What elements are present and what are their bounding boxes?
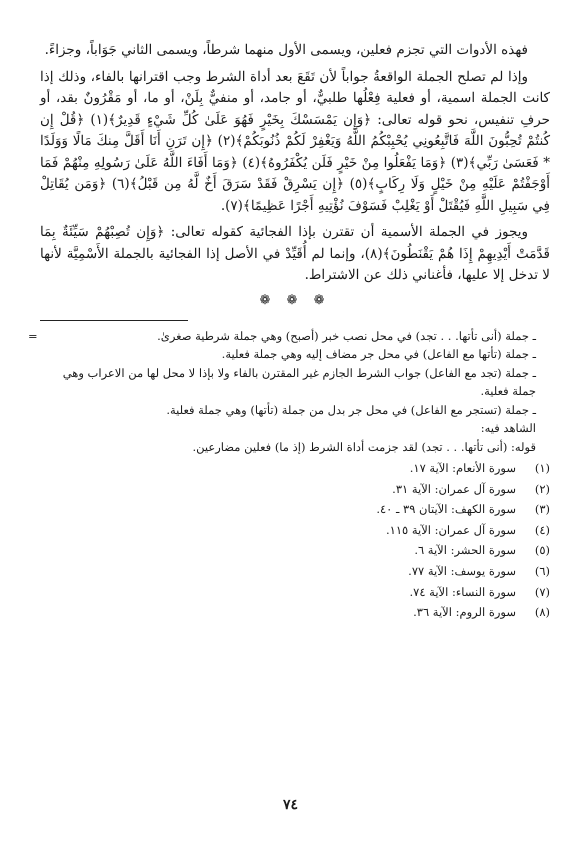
footnote-item: [40, 540, 550, 561]
footnote-text: سورة يوسف: الآية ٧٧.: [408, 563, 516, 578]
footnote-item: [40, 582, 550, 603]
footnote-number: (٨): [534, 605, 550, 620]
footnote-text: سورة آل عمران: الآية ١١٥.: [385, 522, 516, 537]
footnote-text: سورة آل عمران: الآية ٣١.: [392, 481, 516, 496]
paragraph-1: فهذه الأدوات التي تجزم فعلين، ويسمى الأول منهما شرطاً، ويسمى الثاني جَوَاباً، وجزاءً.: [44, 42, 528, 58]
footnote-item: [40, 520, 550, 541]
footnote-item: [40, 561, 550, 582]
footnote-number: (٧): [534, 584, 550, 599]
footnote-list: [40, 458, 550, 623]
paragraph-3: ويجوز في الجملة الأسمية أن تقترن بإذا الفجائية كقوله تعالى: ﴿وَإِن تُصِبْهُمْ سَيِّئَةٌ بِمَا قَدَّمَتْ أَيْدِيهِمْ إِذَا هُمْ يَقْنَطُونَ﴾(٨)، وإنما لم أُقَيِّدْ في الأصل إذا الفجائية بالجملة الأَسْمِيَّة لأنها لا تدخل إلا عليها، فأغناني ذلك عن الاشتراط.: [40, 224, 550, 283]
footnote-text: سورة الحشر: الآية ٦.: [414, 543, 516, 558]
note-item: [40, 401, 550, 420]
footnote-text: سورة الكهف: الآيتان ٣٩ ـ ٤٠.: [376, 502, 516, 517]
page-number: ٧٤: [282, 797, 299, 813]
footnote-number: (٤): [534, 522, 550, 537]
note-item: [40, 438, 550, 457]
paragraph-2: وإذا لم تصلح الجملة الواقعةُ جواباً لأن تَقَعَ بعد أداة الشرط وجب اقترانها بالفاء، وذلك إذا كانت الجملة اسمية، أو فعلية فِعْلُها طلبيٌّ، أو جامد، أو منفيٌّ بِلَنْ، أو ما، أو مَقْرُونٌ بقد، أو حرفِ تنفيس، نحو قوله تعالى: ﴿وَإِن يَمْسَسْكَ بِخَيْرٍ فَهُوَ عَلَىٰ كُلِّ شَيْءٍ قَدِيرٌ﴾(١) ﴿قُلْ إِن كُنتُمْ تُحِبُّونَ اللَّهَ فَاتَّبِعُونِي يُحْبِبْكُمُ اللَّهُ وَيَغْفِرْ لَكُمْ ذُنُوبَكُمْ﴾(٢) ﴿إِن تَرَنِ أَنَا أَقَلَّ مِنكَ مَالًا وَوَلَدًا * فَعَسَىٰ رَبِّي﴾(٣) ﴿وَمَا يَفْعَلُوا مِنْ خَيْرٍ فَلَن يُكْفَرُوهُ﴾(٤) ﴿وَمَا أَفَاءَ اللَّهُ عَلَىٰ رَسُولِهِ مِنْهُمْ فَمَا أَوْجَفْتُمْ عَلَيْهِ مِنْ خَيْلٍ وَلَا رِكَابٍ﴾(٥) ﴿إِن يَسْرِقْ فَقَدْ سَرَقَ أَخٌ لَّهُ مِن قَبْلُ﴾(٦) ﴿وَمَن يُقَاتِلْ فِي سَبِيلِ اللَّهِ فَيُقْتَلْ أَوْ يَغْلِبْ فَسَوْفَ نُؤْتِيهِ أَجْرًا عَظِيمًا﴾(٧).: [40, 68, 551, 214]
note-heading: الشاهد فيه:: [480, 421, 536, 435]
footnote-separator: [40, 320, 188, 321]
note-line: ـ جملة (تأتها مع الفاعل) في محل جر مضاف إليه وهي جملة فعلية.: [221, 347, 536, 361]
footnote-number: (٣): [534, 502, 550, 517]
note-line: ـ جملة (تجد مع الفاعل) جواب الشرط الجازم غير المقترن بالفاء ولا بإذا لا محل لها من الاعراب وهي جملة فعلية.: [62, 365, 536, 398]
footnote-number: (١): [534, 461, 550, 475]
note-item: [40, 345, 550, 364]
footnote-item: [40, 479, 550, 500]
section-ornament: ❁ ❁ ❁: [259, 292, 331, 308]
footnote-number: (٦): [534, 563, 550, 578]
note-item: [28, 327, 550, 346]
note-line: ـ جملة (أنى تأتها. . . تجد) في محل نصب خبر (أصبح) وهي جملة شرطية صغرىٰ.: [157, 328, 536, 343]
note-line: قوله: (أنى تأتها. . . تجد) لقد جزمت أداة الشرط (إذ ما) فعلين مضارعين.: [192, 439, 536, 454]
footnote-text: سورة النساء: الآية ٧٤.: [409, 584, 516, 599]
footnote-number: (٢): [534, 481, 550, 496]
note-item: [40, 419, 550, 438]
note-item: [40, 364, 550, 401]
footnote-item: [40, 602, 550, 623]
continuation-marker: =: [28, 328, 38, 343]
footnote-item: [40, 458, 550, 479]
footnote-text: سورة الأنعام: الآية ١٧.: [409, 461, 516, 475]
footnote-text: سورة الروم: الآية ٣٦.: [413, 605, 516, 620]
continued-notes: [28, 327, 550, 457]
footnote-item: [40, 499, 550, 520]
page-body: [28, 40, 551, 623]
footnote-number: (٥): [534, 543, 550, 558]
note-line: ـ جملة (تستجر مع الفاعل) في محل جر بدل من جملة (تأتها) وهي جملة فعلية.: [166, 402, 536, 417]
